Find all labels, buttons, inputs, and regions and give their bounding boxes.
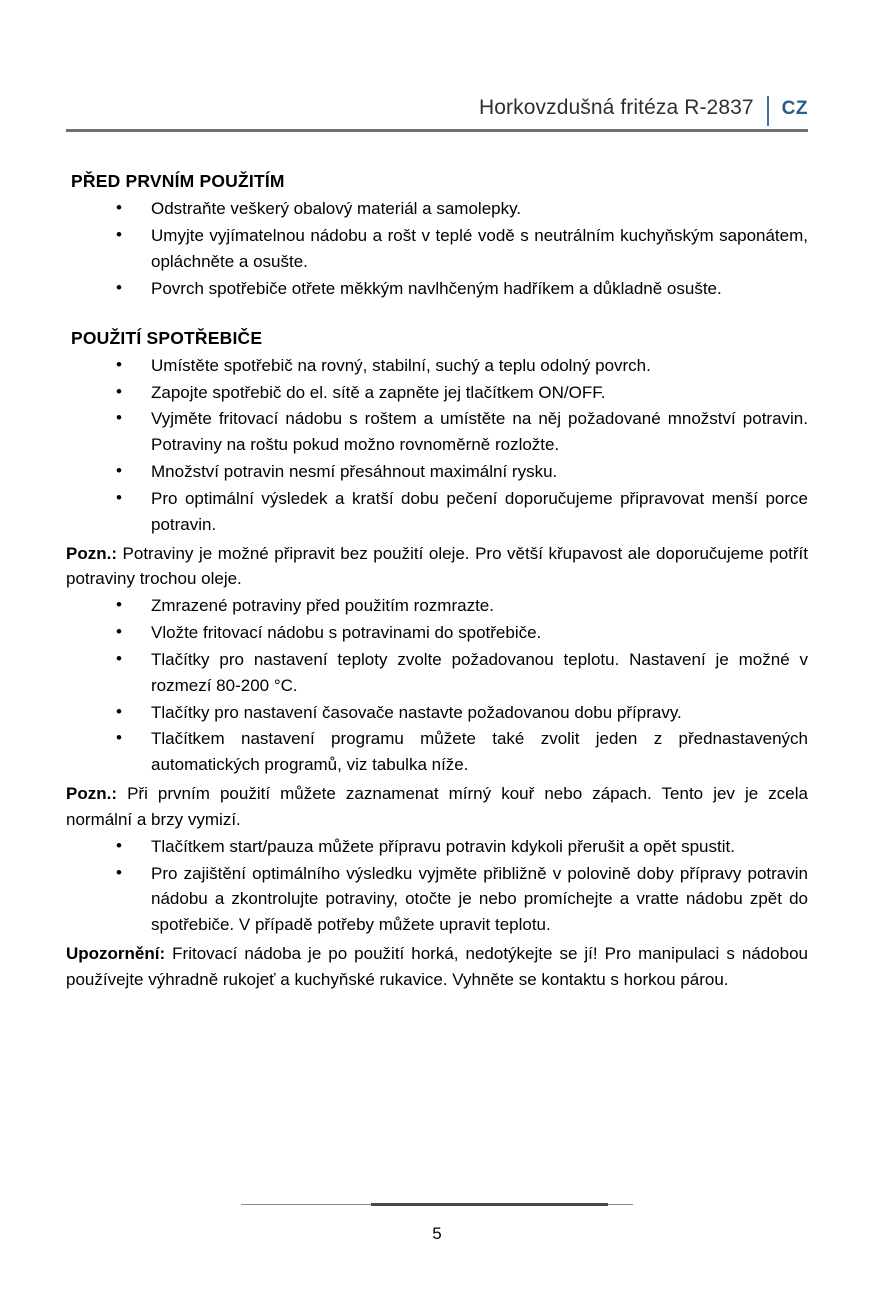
section-title-appliance-use: POUŽITÍ SPOTŘEBIČE	[71, 327, 263, 348]
warning-label: Upozornění:	[66, 944, 166, 964]
list-item: • Pro optimální výsledek a kratší dobu pečení doporučujeme připravovat menší porce potravin.	[66, 486, 808, 538]
list-item: • Tlačítky pro nastavení časovače nastavte požadovanou dobu přípravy.	[66, 700, 808, 726]
page-header	[66, 62, 808, 132]
footer-rule	[66, 1200, 808, 1210]
note-text: Při prvním použití můžete zaznamenat mírný kouř nebo zápach. Tento jev je zcela normální a brzy vymizí.	[66, 784, 808, 829]
list-item: • Odstraňte veškerý obalový materiál a samolepky.	[66, 196, 808, 222]
note-oil	[66, 541, 808, 593]
note-label: Pozn.:	[66, 784, 117, 804]
list-item: • Tlačítkem nastavení programu můžete také zvolit jeden z přednastavených automatických programů, viz tabulka níže.	[66, 726, 808, 778]
list-item: • Množství potravin nesmí přesáhnout maximální rysku.	[66, 459, 808, 485]
page-footer	[66, 1200, 808, 1244]
list-appliance-use-continued	[66, 593, 808, 778]
section-title-before-first-use: PŘED PRVNÍM POUŽITÍM	[71, 171, 285, 191]
header-title: Horkovzdušná fritéza R-2837	[479, 96, 754, 119]
list-item: • Vyjměte fritovací nádobu s roštem a umístěte na něj požadované množství potravin. Potraviny na roštu pokud možno rovnoměrně rozložte.	[66, 406, 808, 458]
note-label: Pozn.:	[66, 543, 117, 563]
note-text: Potraviny je možné připravit bez použití oleje. Pro větší křupavost ale doporučujeme potřít potraviny trochou oleje.	[66, 543, 808, 589]
warning-text: Fritovací nádoba je po použití horká, nedotýkejte se jí! Pro manipulaci s nádobou používejte výhradně rukojeť a kuchyňské rukavice. Vyhněte se kontaktu s horkou párou.	[66, 944, 808, 989]
list-appliance-use	[66, 353, 808, 538]
list-item: • Zapojte spotřebič do el. sítě a zapněte jej tlačítkem ON/OFF.	[66, 380, 808, 406]
footer-rule-thick	[371, 1203, 608, 1206]
header-inner	[66, 96, 808, 132]
header-language-code: CZ	[781, 98, 808, 119]
list-before-first-use	[66, 196, 808, 301]
warning-hot-basket	[66, 941, 808, 993]
list-operation-tips	[66, 834, 808, 938]
page-content	[66, 168, 808, 993]
list-item: • Zmrazené potraviny před použitím rozmrazte.	[66, 593, 808, 619]
page-number: 5	[432, 1224, 442, 1243]
document-page	[0, 62, 874, 1302]
list-item: • Vložte fritovací nádobu s potravinami do spotřebiče.	[66, 620, 808, 646]
note-first-use-smoke	[66, 781, 808, 833]
list-item: • Umyjte vyjímatelnou nádobu a rošt v teplé vodě s neutrálním kuchyňským saponátem, opláchněte a osušte.	[66, 223, 808, 275]
list-item: • Umístěte spotřebič na rovný, stabilní, suchý a teplu odolný povrch.	[66, 353, 808, 379]
section-spacer	[66, 303, 808, 325]
list-item: • Tlačítky pro nastavení teploty zvolte požadovanou teplotu. Nastavení je možné v rozmezí 80-200 °C.	[66, 647, 808, 699]
list-item: • Pro zajištění optimálního výsledku vyjměte přibližně v polovině doby přípravy potravin nádobu a zkontrolujte potraviny, otočte je nebo promíchejte a vratte nádobu zpět do spotřebiče. V případě potřeby můžete upravit teplotu.	[66, 861, 808, 938]
list-item: • Tlačítkem start/pauza můžete přípravu potravin kdykoli přerušit a opět spustit.	[66, 834, 808, 860]
list-item: • Povrch spotřebiče otřete měkkým navlhčeným hadříkem a důkladně osušte.	[66, 276, 808, 302]
header-divider	[767, 96, 769, 126]
header-rule	[66, 129, 808, 132]
